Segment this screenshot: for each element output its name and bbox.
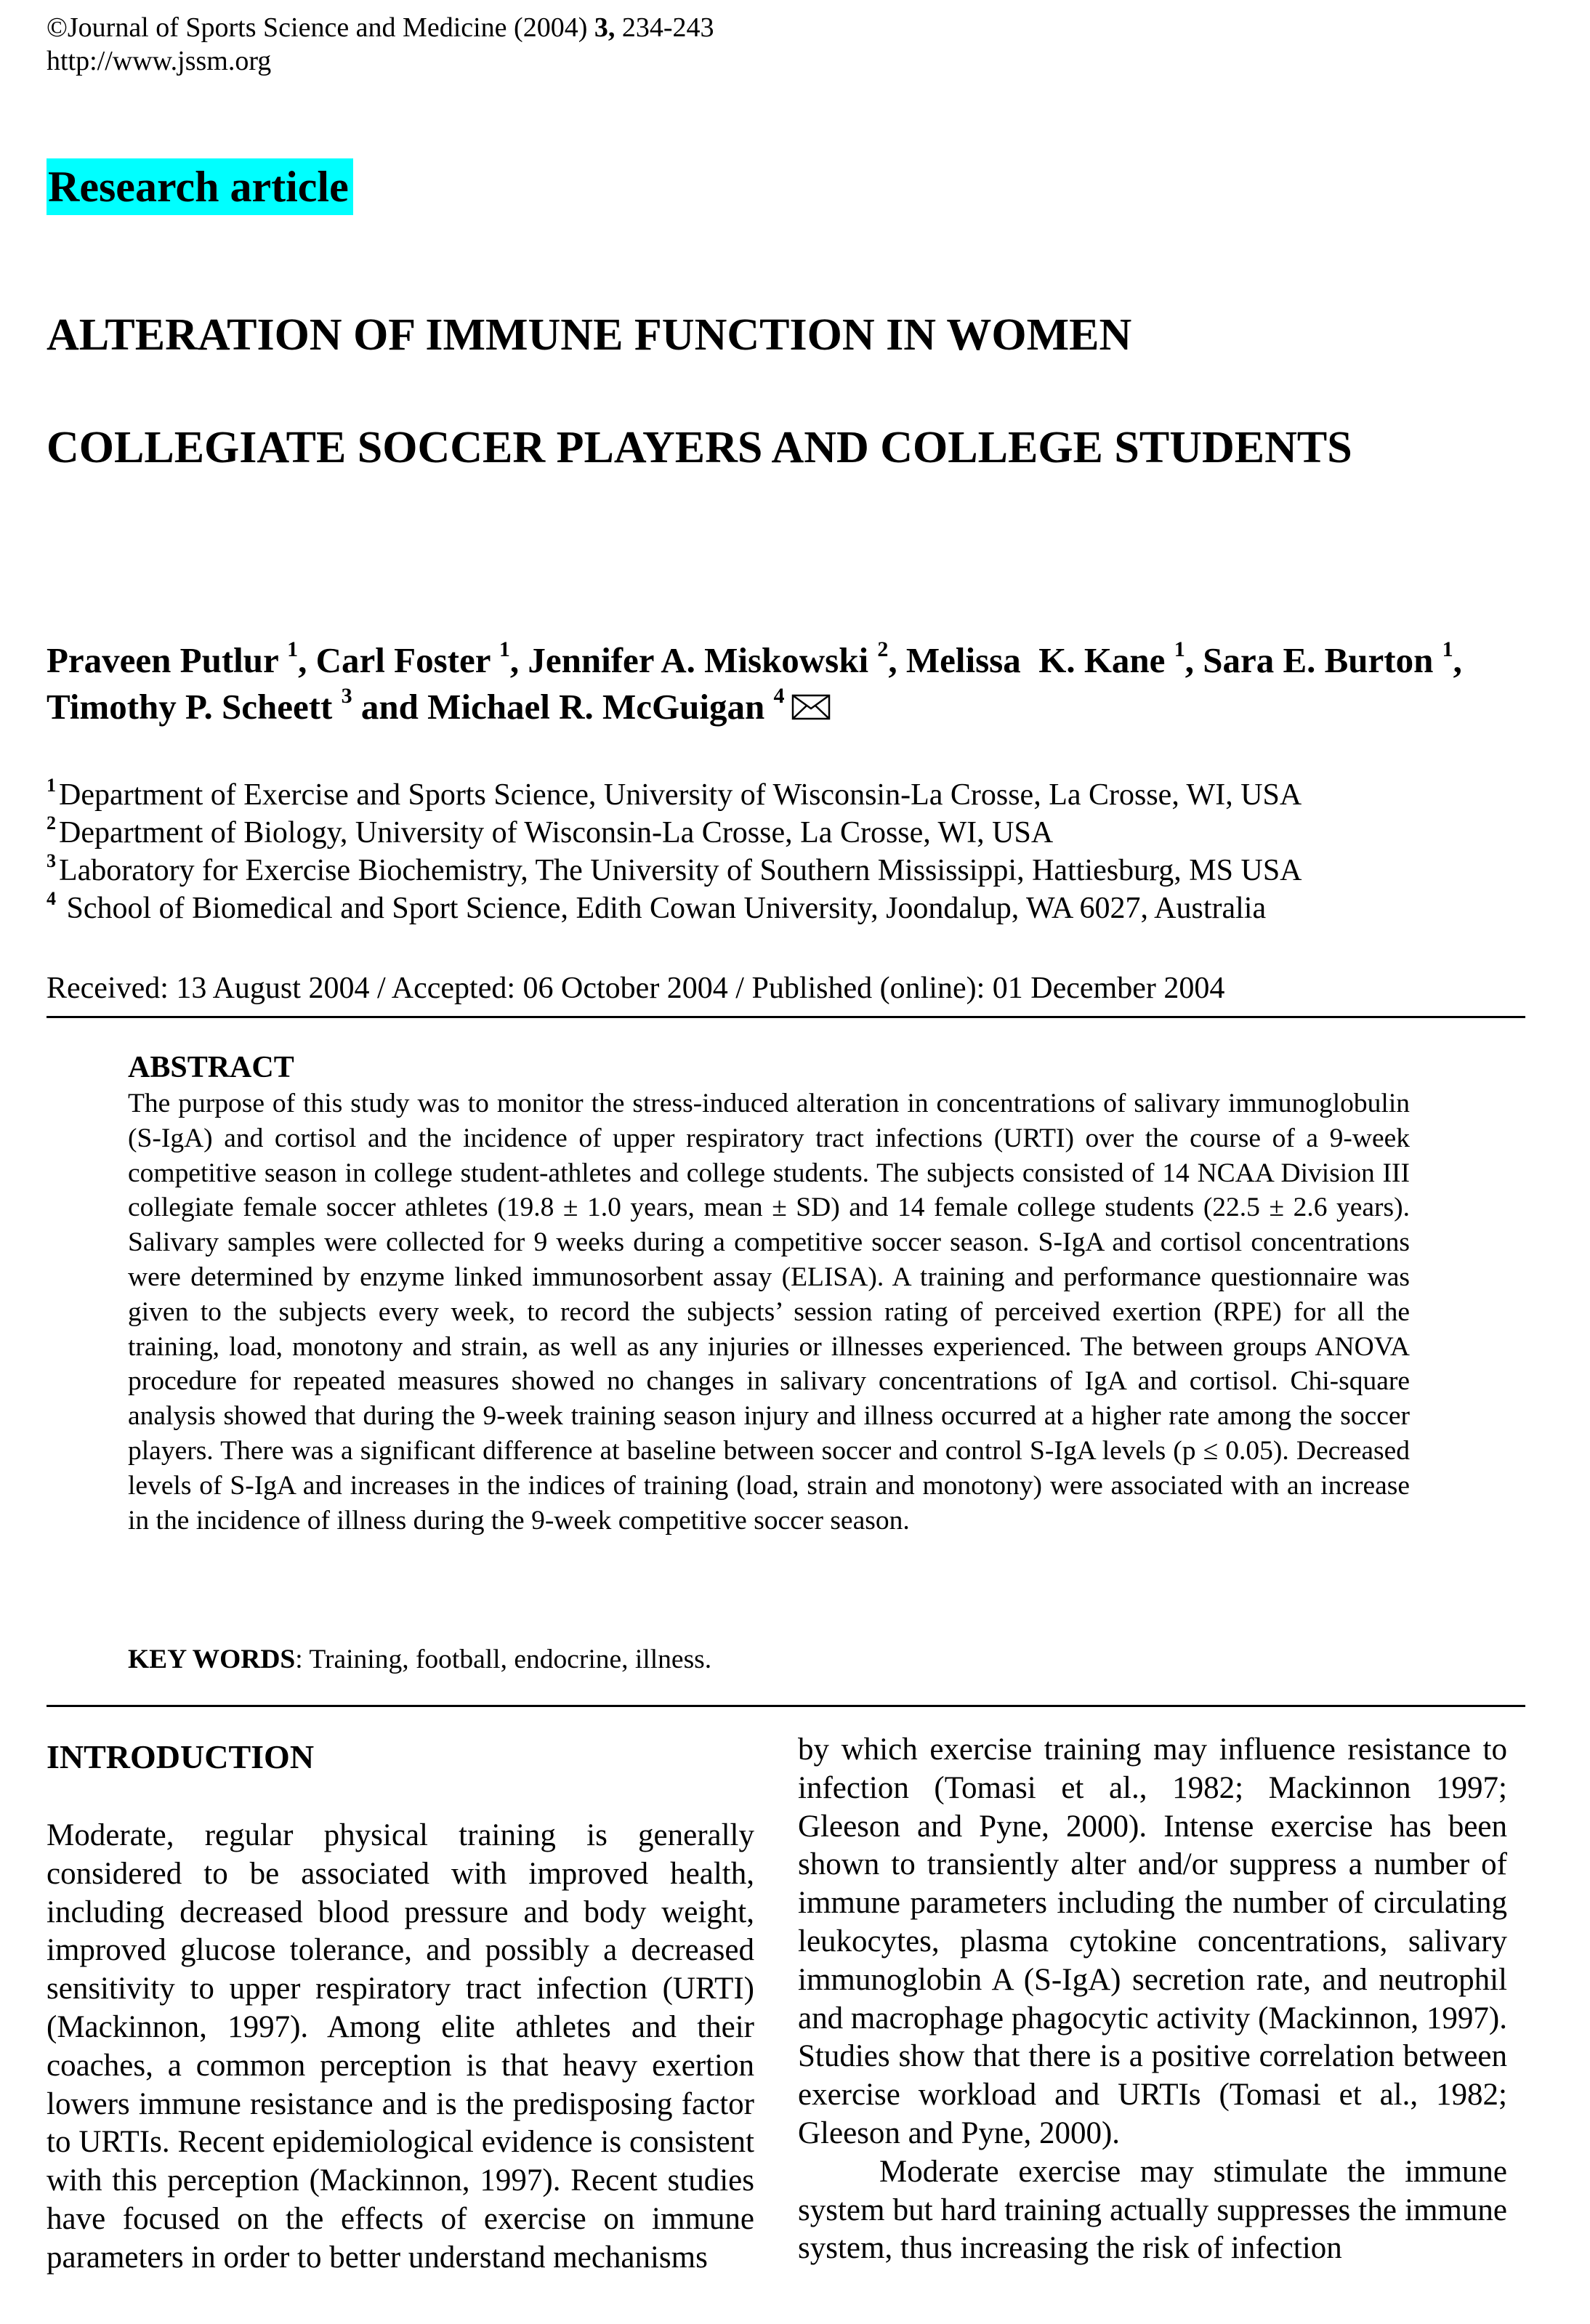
author: Sara E. Burton $^1$, bbox=[1203, 637, 1462, 680]
affiliation-ref: 1 bbox=[499, 637, 510, 661]
author: Melissa K. Kane $^1$, bbox=[905, 637, 1203, 680]
abstract-text: The purpose of this study was to monitor the stress-induced alteration in concentrations of salivary immunoglobulin (S-IgA) and cortisol and the incidence of upper respiratory tract infections (URTI) over the course of a 9-week competitive season in college student-athletes and college students. The subjects consisted of 14 NCAA Division III collegiate female soccer athletes (19.8 ± 1.0 years, mean ± SD) and 14 female college students (22.5 ± 2.6 years). Salivary samples were collected for 9 weeks during a competitive soccer season. S-IgA and cortisol concentrations were determined by enzyme linked immunosorbent assay (ELISA). A training and performance questionnaire was given to the subjects every week, to record the subjects’ session rating of perceived exertion (RPE) for all the training, load, monotony and strain, as well as any injuries or illnesses experienced. The between groups ANOVA procedure for repeated measures showed no changes in salivary concentrations of IgA and cortisol. Chi-square analysis showed that during the 9-week training season injury and illness occurred at a higher rate among the soccer players. There was a significant difference at baseline between soccer and control S-IgA levels (p ≤ 0.05). Decreased levels of S-IgA and increases in the indices of training (load, strain and monotony) were associated with an increase in the incidence of illness during the 9-week competitive soccer season. bbox=[128, 1089, 1410, 1536]
divider bbox=[47, 1016, 1525, 1018]
author: Praveen Putlur $^1$, bbox=[47, 637, 316, 680]
affiliation-ref: 1 bbox=[1442, 637, 1453, 661]
author: Michael R. McGuigan $^4$ bbox=[427, 684, 785, 727]
keywords bbox=[128, 1642, 711, 1677]
affiliation-item: $^3$Laboratory for Exercise Biochemistry, The University of Southern Mississippi, Hattiesburg, MS USA bbox=[47, 850, 1302, 887]
affiliation-item: $^2$Department of Biology, University of Wisconsin-La Crosse, La Crosse, WI, USA bbox=[47, 812, 1054, 850]
abstract-heading: ABSTRACT bbox=[128, 1051, 294, 1084]
journal-volume: 3, bbox=[594, 12, 616, 43]
affiliation-ref: 3 bbox=[341, 684, 352, 708]
affiliation-ref: 1 bbox=[1174, 637, 1185, 661]
journal-url[interactable]: http://www.jssm.org bbox=[47, 46, 272, 76]
author-list bbox=[47, 637, 1543, 730]
body-paragraph: Moderate, regular physical training is generally considered to be associated with improved health, including decreased blood pressure and body weight, improved glucose tolerance, and possibly a decreased sensitivity to upper respiratory tract infection (URTI) (Mackinnon, 1997). Among elite athletes and their coaches, a common perception is that heavy exertion lowers immune resistance and is the predisposing factor to URTIs. Recent epidemiological evidence is consistent with this perception (Mackinnon, 1997). Recent studies have focused on the effects of exercise on immune parameters in order to better understand mechanisms bbox=[47, 1818, 754, 2275]
publication-dates: Received: 13 August 2004 / Accepted: 06 October 2004 / Published (online): 01 December 2004 bbox=[47, 972, 1225, 1005]
body-paragraph: by which exercise training may influence resistance to infection (Tomasi et al., 1982; Mackinnon 1997; Gleeson and Pyne, 2000). Intense exercise has been shown to transiently alter and/or suppress a number of immune parameters including the number of circulating leukocytes, plasma cytokine concentrations, salivary immunoglobin A (S-IgA) secretion rate, and neutrophil and macrophage phagocytic activity (Mackinnon, 1997). Studies show that there is a positive correlation between exercise workload and URTIs (Tomasi et al., 1982; Gleeson and Pyne, 2000). bbox=[798, 1732, 1507, 2150]
affiliation-ref: 2 bbox=[877, 637, 889, 661]
author: Jennifer A. Miskowski $^2$, bbox=[528, 637, 906, 680]
affiliation-list bbox=[47, 776, 1302, 927]
keywords-label: KEY WORDS bbox=[128, 1645, 296, 1674]
section-heading-introduction: INTRODUCTION bbox=[47, 1738, 315, 1775]
affiliation-ref: 4 bbox=[773, 684, 785, 708]
author: Carl Foster $^1$, bbox=[315, 637, 528, 680]
journal-name: ©Journal of Sports Science and Medicine (2004) bbox=[47, 12, 594, 43]
keywords-text: : Training, football, endocrine, illness. bbox=[295, 1645, 712, 1674]
journal-pages: 234-243 bbox=[615, 12, 714, 43]
article-type-label: Research article bbox=[47, 158, 353, 215]
author: Timothy P. Scheett $^3$ and bbox=[47, 684, 428, 727]
affiliation-item: $^1$Department of Exercise and Sports Science, University of Wisconsin-La Crosse, La Crosse, WI, USA bbox=[47, 775, 1302, 812]
affiliation-item: $^4$ School of Biomedical and Sport Science, Edith Cowan University, Joondalup, WA 6027, Australia bbox=[47, 888, 1267, 925]
affiliation-ref: 1 bbox=[287, 637, 299, 661]
envelope-icon[interactable] bbox=[791, 685, 831, 711]
divider bbox=[47, 1705, 1525, 1707]
journal-citation bbox=[47, 12, 714, 44]
body-column-right bbox=[798, 1731, 1507, 2268]
body-column-left bbox=[47, 1817, 754, 2277]
article-title-line-1: ALTERATION OF IMMUNE FUNCTION IN WOMEN bbox=[47, 310, 1132, 360]
body-paragraph: Moderate exercise may stimulate the immune system but hard training actually suppresses the immune system, thus increasing the risk of infection bbox=[798, 2154, 1507, 2266]
article-title-line-2: COLLEGIATE SOCCER PLAYERS AND COLLEGE STUDENTS bbox=[47, 423, 1352, 472]
